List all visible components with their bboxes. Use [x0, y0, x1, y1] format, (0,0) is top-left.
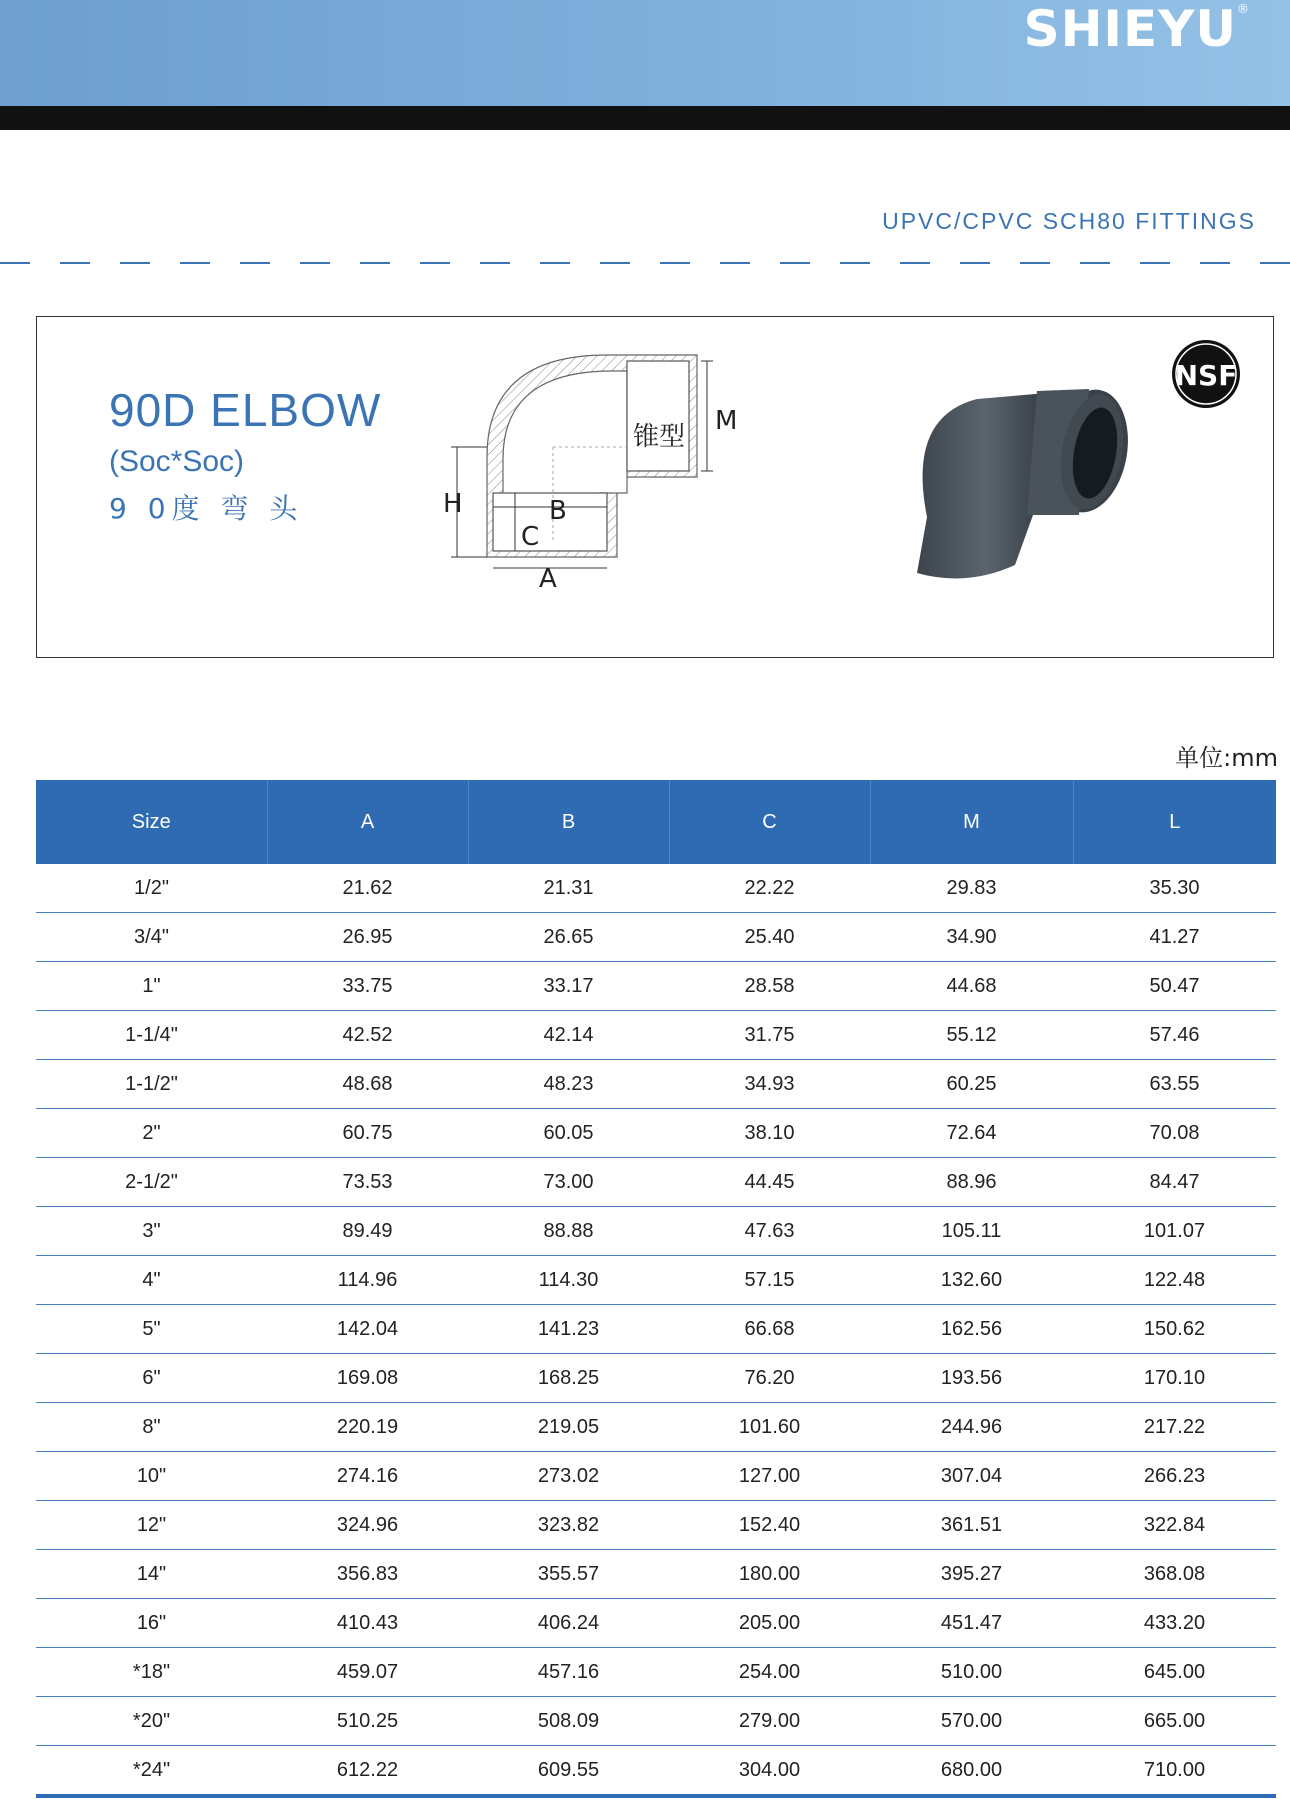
table-cell: 60.05	[468, 1109, 669, 1158]
dimension-table	[36, 780, 1276, 1798]
table-cell: 31.75	[669, 1011, 870, 1060]
table-cell: 55.12	[870, 1011, 1073, 1060]
column-header: A	[267, 780, 468, 864]
table-cell: *18"	[36, 1648, 267, 1697]
table-body	[36, 864, 1276, 1796]
table-row	[36, 1158, 1276, 1207]
table-row	[36, 1256, 1276, 1305]
table-cell: 21.31	[468, 864, 669, 913]
table-row	[36, 1648, 1276, 1697]
table-cell: 114.96	[267, 1256, 468, 1305]
table-row	[36, 1501, 1276, 1550]
dashed-divider	[0, 262, 1290, 264]
table-cell: 44.45	[669, 1158, 870, 1207]
table-cell: 5"	[36, 1305, 267, 1354]
table-cell: 217.22	[1073, 1403, 1276, 1452]
table-cell: 89.49	[267, 1207, 468, 1256]
table-cell: 73.53	[267, 1158, 468, 1207]
product-panel	[36, 316, 1274, 658]
table-cell: 33.75	[267, 962, 468, 1011]
table-cell: 35.30	[1073, 864, 1276, 913]
table-cell: 12"	[36, 1501, 267, 1550]
table-cell: 451.47	[870, 1599, 1073, 1648]
elbow-photo	[867, 377, 1137, 587]
table-cell: 609.55	[468, 1746, 669, 1797]
table-header	[36, 780, 1276, 864]
table-cell: 22.22	[669, 864, 870, 913]
table-cell: 406.24	[468, 1599, 669, 1648]
table-cell: 72.64	[870, 1109, 1073, 1158]
table-cell: 101.07	[1073, 1207, 1276, 1256]
diagram-label-a: A	[539, 564, 557, 594]
table-cell: 356.83	[267, 1550, 468, 1599]
table-cell: 168.25	[468, 1354, 669, 1403]
table-cell: 48.68	[267, 1060, 468, 1109]
table-cell: 114.30	[468, 1256, 669, 1305]
column-header: L	[1073, 780, 1276, 864]
table-row	[36, 962, 1276, 1011]
table-row	[36, 1746, 1276, 1797]
table-row	[36, 1207, 1276, 1256]
table-cell: 28.58	[669, 962, 870, 1011]
header-row	[36, 780, 1276, 864]
table-row	[36, 913, 1276, 962]
table-cell: 510.00	[870, 1648, 1073, 1697]
table-cell: 21.62	[267, 864, 468, 913]
table-cell: 141.23	[468, 1305, 669, 1354]
table-cell: 304.00	[669, 1746, 870, 1797]
table-cell: 44.68	[870, 962, 1073, 1011]
table-row	[36, 1354, 1276, 1403]
header-bar	[0, 106, 1290, 130]
column-header: Size	[36, 780, 267, 864]
table-cell: 101.60	[669, 1403, 870, 1452]
table-cell: 410.43	[267, 1599, 468, 1648]
table-cell: 50.47	[1073, 962, 1276, 1011]
table-cell: 60.25	[870, 1060, 1073, 1109]
product-subtitle: (Soc*Soc)	[109, 445, 245, 478]
table-cell: 459.07	[267, 1648, 468, 1697]
table-cell: 76.20	[669, 1354, 870, 1403]
registered-mark: ®	[1237, 2, 1250, 16]
table-cell: 105.11	[870, 1207, 1073, 1256]
table-cell: 1-1/4"	[36, 1011, 267, 1060]
table-cell: 127.00	[669, 1452, 870, 1501]
table-cell: 162.56	[870, 1305, 1073, 1354]
table-cell: 680.00	[870, 1746, 1073, 1797]
table-row	[36, 1403, 1276, 1452]
table-cell: 152.40	[669, 1501, 870, 1550]
table-cell: 60.75	[267, 1109, 468, 1158]
table-cell: 322.84	[1073, 1501, 1276, 1550]
column-header: M	[870, 780, 1073, 864]
table-cell: 57.15	[669, 1256, 870, 1305]
table-cell: 433.20	[1073, 1599, 1276, 1648]
table-cell: 88.88	[468, 1207, 669, 1256]
table-cell: 6"	[36, 1354, 267, 1403]
table-cell: 4"	[36, 1256, 267, 1305]
table-cell: 34.90	[870, 913, 1073, 962]
table-cell: 244.96	[870, 1403, 1073, 1452]
table-row	[36, 1060, 1276, 1109]
brand-name: SHIEYU	[1023, 0, 1237, 58]
table-cell: 41.27	[1073, 913, 1276, 962]
diagram-label-b: B	[549, 496, 567, 526]
table-cell: 88.96	[870, 1158, 1073, 1207]
table-cell: 8"	[36, 1403, 267, 1452]
table-cell: 42.52	[267, 1011, 468, 1060]
nsf-text: NSF	[1174, 359, 1238, 392]
table-cell: 16"	[36, 1599, 267, 1648]
table-cell: 710.00	[1073, 1746, 1276, 1797]
table-cell: *20"	[36, 1697, 267, 1746]
table-cell: 205.00	[669, 1599, 870, 1648]
table-cell: 193.56	[870, 1354, 1073, 1403]
table-cell: 169.08	[267, 1354, 468, 1403]
table-row	[36, 1697, 1276, 1746]
table-cell: 14"	[36, 1550, 267, 1599]
table-cell: 612.22	[267, 1746, 468, 1797]
table-row	[36, 1305, 1276, 1354]
table-cell: 510.25	[267, 1697, 468, 1746]
table-cell: 170.10	[1073, 1354, 1276, 1403]
column-header: B	[468, 780, 669, 864]
product-name-cn: 9 0度 弯 头	[109, 492, 304, 525]
table-row	[36, 1011, 1276, 1060]
table-cell: 219.05	[468, 1403, 669, 1452]
table-cell: 3"	[36, 1207, 267, 1256]
table-cell: 266.23	[1073, 1452, 1276, 1501]
table-cell: 508.09	[468, 1697, 669, 1746]
table-cell: 1"	[36, 962, 267, 1011]
table-cell: 273.02	[468, 1452, 669, 1501]
diagram-label-m: M	[715, 406, 738, 436]
table-cell: 570.00	[870, 1697, 1073, 1746]
elbow-diagram	[443, 347, 837, 637]
table-cell: 665.00	[1073, 1697, 1276, 1746]
table-cell: 220.19	[267, 1403, 468, 1452]
table-row	[36, 1550, 1276, 1599]
table-cell: 25.40	[669, 913, 870, 962]
table-cell: 279.00	[669, 1697, 870, 1746]
table-cell: 150.62	[1073, 1305, 1276, 1354]
table-cell: 10"	[36, 1452, 267, 1501]
table-cell: 368.08	[1073, 1550, 1276, 1599]
table-cell: 274.16	[267, 1452, 468, 1501]
diagram-label-c: C	[521, 522, 540, 552]
table-cell: 38.10	[669, 1109, 870, 1158]
table-cell: 142.04	[267, 1305, 468, 1354]
diagram-label-taper: 锥型	[633, 422, 686, 452]
table-row	[36, 1109, 1276, 1158]
table-cell: 70.08	[1073, 1109, 1276, 1158]
brand-logo	[1024, 0, 1250, 58]
table-cell: 57.46	[1073, 1011, 1276, 1060]
table-row	[36, 1452, 1276, 1501]
table-cell: 63.55	[1073, 1060, 1276, 1109]
product-title: 90D ELBOW	[109, 384, 382, 436]
table-cell: 34.93	[669, 1060, 870, 1109]
table-cell: 122.48	[1073, 1256, 1276, 1305]
table-cell: 66.68	[669, 1305, 870, 1354]
table-cell: 2-1/2"	[36, 1158, 267, 1207]
table-cell: 1/2"	[36, 864, 267, 913]
nsf-certification-mark	[1171, 339, 1241, 409]
table-cell: 645.00	[1073, 1648, 1276, 1697]
table-cell: 324.96	[267, 1501, 468, 1550]
table-cell: 26.65	[468, 913, 669, 962]
table-cell: 47.63	[669, 1207, 870, 1256]
table-cell: 29.83	[870, 864, 1073, 913]
table-cell: 1-1/2"	[36, 1060, 267, 1109]
table-cell: 323.82	[468, 1501, 669, 1550]
table-cell: 42.14	[468, 1011, 669, 1060]
table-row	[36, 864, 1276, 913]
table-cell: 457.16	[468, 1648, 669, 1697]
table-cell: 132.60	[870, 1256, 1073, 1305]
table-cell: 84.47	[1073, 1158, 1276, 1207]
header-banner	[0, 0, 1290, 106]
table-cell: 73.00	[468, 1158, 669, 1207]
table-cell: *24"	[36, 1746, 267, 1797]
table-cell: 33.17	[468, 962, 669, 1011]
table-cell: 180.00	[669, 1550, 870, 1599]
table-cell: 355.57	[468, 1550, 669, 1599]
page-subtitle: UPVC/CPVC SCH80 FITTINGS	[882, 208, 1256, 234]
table-cell: 2"	[36, 1109, 267, 1158]
table-cell: 26.95	[267, 913, 468, 962]
table-cell: 254.00	[669, 1648, 870, 1697]
column-header: C	[669, 780, 870, 864]
table-cell: 3/4"	[36, 913, 267, 962]
table-cell: 395.27	[870, 1550, 1073, 1599]
table-cell: 307.04	[870, 1452, 1073, 1501]
table-cell: 361.51	[870, 1501, 1073, 1550]
unit-label: 单位:mm	[1175, 744, 1278, 772]
table-row	[36, 1599, 1276, 1648]
table-cell: 48.23	[468, 1060, 669, 1109]
diagram-label-h: H	[443, 489, 463, 519]
